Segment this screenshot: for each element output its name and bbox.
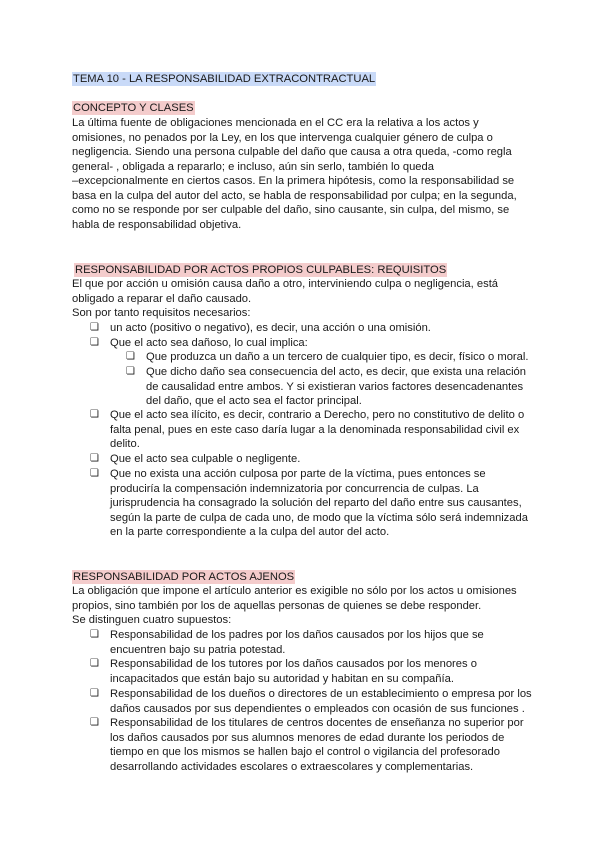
list-item-text: [146, 350, 528, 365]
checkbox-bullet-icon: ❏: [90, 468, 99, 479]
section-heading-actos-ajenos: RESPONSABILIDAD POR ACTOS AJENOS: [73, 571, 295, 583]
checkbox-bullet-icon: ❏: [90, 658, 99, 669]
text-line: propios, sino también por los de aquellas personas de quienes se debe responder.: [72, 599, 482, 612]
section-heading-concepto: CONCEPTO Y CLASES: [73, 102, 194, 114]
list-item-text: [146, 365, 526, 409]
text-line: encuentren bajo su patria potestad.: [110, 643, 286, 656]
list-item-text: [110, 467, 528, 540]
text-line: incapacitados que están bajo su autoridad y habitan en su compañía.: [110, 672, 454, 685]
text-line: produciría la compensación indemnizatoria por concurrencia de culpas. La: [110, 482, 479, 495]
document-title: TEMA 10 - LA RESPONSABILIDAD EXTRACONTRACTUAL: [73, 73, 376, 85]
text-line: general- , obligada a repararlo; e incluso, aún sin serlo, también lo queda: [72, 160, 434, 173]
text-line: un acto (positivo o negativo), es decir, una acción o una omisión.: [110, 322, 431, 334]
text-line: Responsabilidad de los dueños o directores de un establecimiento o empresa por los: [110, 688, 532, 700]
list-item-text: [110, 336, 308, 351]
text-line: Que no exista una acción culposa por parte de la víctima, pues entonces se: [110, 468, 486, 480]
text-line: –excepcionalmente en ciertos casos. En la primera hipótesis, como la responsabilidad se: [72, 175, 515, 187]
list-item-text: [110, 408, 524, 452]
section-actos-ajenos-intro: [72, 584, 524, 628]
text-line: obligado a reparar el daño causado.: [72, 292, 252, 305]
checkbox-bullet-icon: ❏: [90, 337, 99, 348]
text-line: El que por acción u omisión causa daño a otro, interviniendo culpa o negligencia, está: [72, 278, 499, 290]
text-line: tiempo en que los mismos se hallen bajo el control o vigilancia del profesorado: [110, 746, 500, 758]
text-line: Que el acto sea dañoso, lo cual implica:: [110, 337, 308, 349]
text-line: Que el acto sea ilícito, es decir, contrario a Derecho, pero no constitutivo de delito o: [110, 409, 525, 421]
list-item-text: [110, 452, 300, 467]
checkbox-bullet-icon: ❏: [90, 453, 99, 464]
checkbox-bullet-icon: ❏: [90, 322, 99, 333]
text-line: falta penal, pues en este caso daría lugar a la denominada responsabilidad civil ex: [110, 423, 520, 436]
checkbox-bullet-icon: ❏: [90, 688, 99, 699]
list-item-text: [110, 657, 477, 686]
text-line: desarrollando actividades escolares o extraescolares y complementarias.: [110, 760, 474, 773]
checkbox-bullet-icon: ❏: [126, 351, 135, 362]
checkbox-bullet-icon: ❏: [126, 366, 135, 377]
text-line: jurisprudencia ha consagrado la solución del reparto del daño entre sus causantes,: [110, 497, 522, 509]
text-line: delito.: [110, 438, 140, 450]
text-line: en la parte correspondiente a la culpa del autor del acto.: [110, 526, 390, 538]
text-line: Se distinguen cuatro supuestos:: [72, 614, 232, 626]
text-line: según la parte de culpa de cada uno, de modo que la víctima sólo será indemnizada: [110, 511, 528, 524]
checkbox-bullet-icon: ❏: [90, 409, 99, 420]
text-line: habla de responsabilidad objetiva.: [72, 218, 242, 231]
checkbox-bullet-icon: ❏: [90, 629, 99, 640]
text-line: Responsabilidad de los titulares de centros docentes de enseñanza no superior por: [110, 717, 524, 729]
checkbox-bullet-icon: ❏: [90, 717, 99, 728]
text-line: los daños causados por sus alumnos menores de edad durante los periodos de: [110, 731, 505, 744]
text-line: Son por tanto requisitos necesarios:: [72, 307, 251, 319]
text-line: Responsabilidad de los tutores por los daños causados por los menores o: [110, 658, 477, 670]
text-line: Responsabilidad de los padres por los daños causados por los hijos que se: [110, 629, 484, 641]
text-line: Que produzca un daño a un tercero de cualquier tipo, es decir, físico o moral.: [146, 351, 529, 363]
list-item-text: [110, 687, 532, 716]
text-line: daños causados por sus dependientes o empleados con ocasión de sus funciones .: [110, 702, 525, 715]
list-item-text: [110, 628, 484, 657]
section-concepto-text: [72, 116, 524, 232]
text-line: omisiones, no penados por la Ley, en los que intervenga cualquier género de culpa o: [72, 131, 493, 144]
list-item-text: [110, 321, 431, 336]
text-line: del daño, que el acto sea el factor principal.: [146, 395, 362, 407]
text-line: Que dicho daño sea consecuencia del acto, es decir, que exista una relación: [146, 366, 527, 378]
text-line: La última fuente de obligaciones mencionada en el CC era la relativa a los actos y: [72, 117, 479, 129]
text-line: basa en la culpa del autor del acto, se habla de responsabilidad por culpa; en la segunda,: [72, 189, 517, 202]
text-line: Que el acto sea culpable o negligente.: [110, 453, 301, 465]
text-line: como no se responde por ser culpable del daño, sino causante, sin culpa, del mismo, se: [72, 204, 510, 216]
section-heading-actos-propios: RESPONSABILIDAD POR ACTOS PROPIOS CULPABLES: REQUISITOS: [75, 264, 447, 276]
section-actos-propios-intro: [72, 277, 524, 321]
list-item-text: [110, 716, 524, 774]
text-line: negligencia. Siendo una persona culpable del daño que causa a otra queda, -como regla: [72, 146, 512, 158]
text-line: La obligación que impone el artículo anterior es exigible no sólo por los actos u omisiones: [72, 585, 517, 597]
text-line: de causalidad entre ambos. Y si existieran varios factores desencadenantes: [146, 380, 524, 393]
